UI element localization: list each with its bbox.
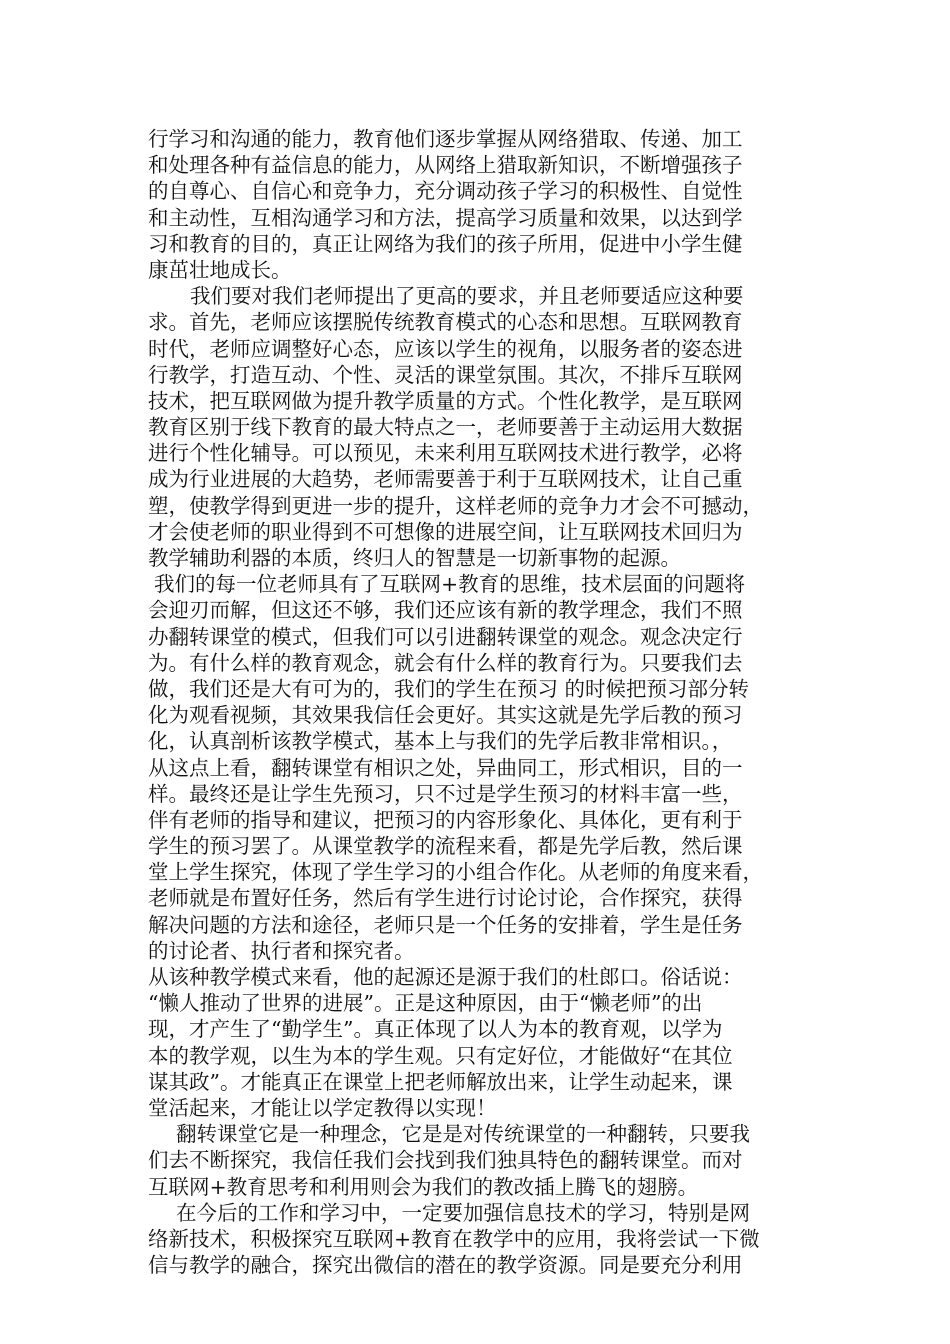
text-line: 行教学，打造互动、个性、灵活的课堂氛围。其次，不排斥互联网 [148, 362, 743, 387]
text-line: 时代，老师应调整好心态，应该以学生的视角，以服务者的姿态进 [148, 336, 743, 361]
text-line: 互联网+教育思考和利用则会为我们的教改插上腾飞的翅膀。 [148, 1174, 699, 1199]
text-line: 进行个性化辅导。可以预见，未来利用互联网技术进行教学，必将 [148, 441, 743, 466]
text-line: 的讨论者、执行者和探究者。 [148, 938, 415, 963]
text-line: 和处理各种有益信息的能力，从网络上猎取新知识，不断增强孩子 [148, 153, 743, 178]
text-line: 我们要对我们老师提出了更高的要求，并且老师要适应这种要 [190, 284, 744, 309]
text-line: 解决问题的方法和途径，老师只是一个任务的安排着，学生是任务 [148, 912, 743, 937]
text-line: 为。有什么样的教育观念，就会有什么样的教育行为。只要我们去 [148, 650, 743, 675]
text-line: 们去不断探究，我信任我们会找到我们独具特色的翻转课堂。而对 [148, 1148, 743, 1173]
text-line: 习和教育的目的，真正让网络为我们的孩子所用，促进中小学生健 [148, 231, 743, 256]
text-line: 求。首先，老师应该摆脱传统教育模式的心态和思想。互联网教育 [148, 310, 743, 335]
text-line: 的自尊心、自信心和竞争力，充分调动孩子学习的积极性、自觉性 [148, 179, 743, 204]
text-line: 老师就是布置好任务，然后有学生进行讨论讨论，合作探究，获得 [148, 886, 743, 911]
text-line: 办翻转课堂的模式，但我们可以引进翻转课堂的观念。观念决定行 [148, 624, 743, 649]
text-line: 在今后的工作和学习中，一定要加强信息技术的学习，特别是网 [176, 1200, 750, 1225]
document-body [148, 126, 828, 1278]
text-line: 学生的预习罢了。从课堂教学的流程来看，都是先学后教，然后课 [148, 834, 743, 859]
text-line: 会迎刃而解，但这还不够，我们还应该有新的教学理念，我们不照 [148, 598, 743, 623]
text-line: 伴有老师的指导和建议，把预习的内容形象化、具体化，更有利于 [148, 807, 743, 832]
text-line: 谋其政”。才能真正在课堂上把老师解放出来，让学生动起来，课 [148, 1069, 733, 1094]
text-line: 康茁壮地成长。 [148, 257, 292, 282]
text-line: 才会使老师的职业得到不可想像的进展空间，让互联网技术回归为 [148, 519, 743, 544]
text-line: 信与教学的融合，探究出微信的潜在的教学资源。同是要充分利用 [148, 1253, 743, 1278]
text-line: 技术，把互联网做为提升教学质量的方式。个性化教学，是互联网 [148, 388, 743, 413]
text-line: 从这点上看，翻转课堂有相识之处，异曲同工，形式相识，目的一 [148, 755, 743, 780]
text-line: 样。最终还是让学生先预习，只不过是学生预习的材料丰富一些， [148, 781, 743, 806]
text-line: 教学辅助利器的本质，终归人的智慧是一切新事物的起源。 [148, 546, 681, 570]
text-line: 和主动性，互相沟通学习和方法，提高学习质量和效果，以达到学 [148, 205, 743, 230]
text-line: 堂活起来，才能让以学定教得以实现！ [148, 1095, 497, 1120]
text-line: 教育区别于线下教育的最大特点之一，老师要善于主动运用大数据 [148, 415, 743, 440]
text-line: 化，认真剖析该教学模式，基本上与我们的先学后教非常相识。， [148, 729, 733, 754]
text-line: 本的教学观，以生为本的学生观。只有定好位，才能做好“在其位 [148, 1043, 733, 1068]
text-line: 化为观看视频，其效果我信任会更好。其实这就是先学后教的预习 [148, 703, 743, 728]
text-line: 做，我们还是大有可为的，我们的学生在预习 的时候把预习部分转 [148, 676, 750, 701]
text-line: 从该种教学模式来看，他的起源还是源于我们的杜郎口。俗话说： [148, 965, 743, 989]
text-line: 行学习和沟通的能力，教育他们逐步掌握从网络猎取、传递、加工 [148, 127, 743, 151]
text-line: 塑，使教学得到更进一步的提升，这样老师的竞争力才会不可撼动， [148, 493, 763, 518]
text-line: 我们的每一位老师具有了互联网+教育的思维，技术层面的问题将 [154, 572, 746, 597]
text-line: “懒人推动了世界的进展”。正是这种原因，由于“懒老师”的出 [148, 991, 703, 1016]
text-line: 翻转课堂它是一种理念，它是是对传统课堂的一种翻转，只要我 [176, 1122, 750, 1147]
text-line: 络新技术，积极探究互联网+教育在教学中的应用，我将尝试一下微 [148, 1226, 760, 1251]
text-line: 现，才产生了“勤学生”。真正体现了以人为本的教育观，以学为 [148, 1017, 723, 1042]
text-line: 成为行业进展的大趋势，老师需要善于利于互联网技术，让自己重 [148, 467, 743, 492]
text-line: 堂上学生探究，体现了学生学习的小组合作化。从老师的角度来看， [148, 860, 763, 885]
